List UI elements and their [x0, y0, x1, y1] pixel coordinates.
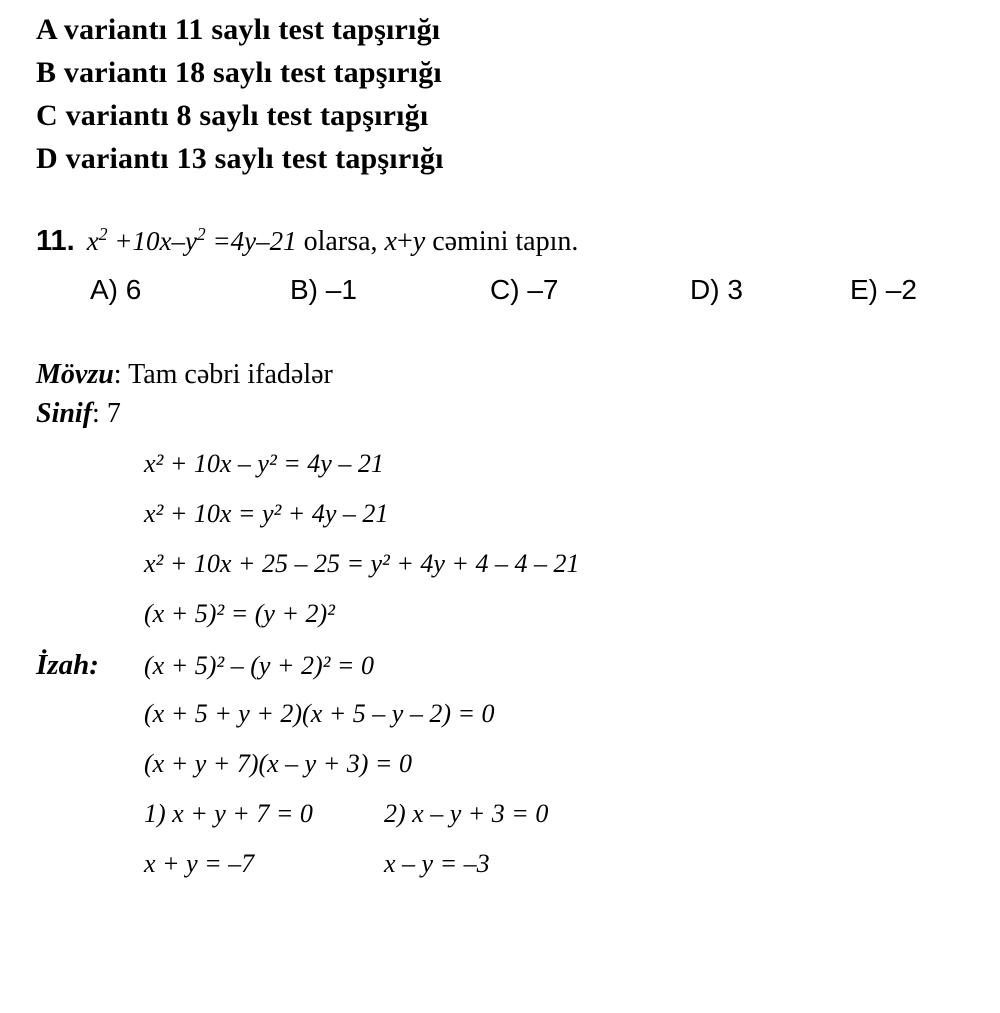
option-d[interactable]: D) 3: [690, 274, 743, 305]
question-tail: olarsa, x+y cəmini tapın.: [296, 226, 579, 257]
variant-line-c: C variantı 8 saylı test tapşırığı: [36, 99, 429, 132]
izah-label: İzah:: [36, 649, 99, 681]
solution-block: [0, 449, 1000, 899]
question-block: [0, 224, 1000, 307]
solution-line-6: [36, 699, 1000, 749]
solution-line-5: [36, 649, 1000, 699]
case-2-result: x – y = –3: [384, 849, 490, 878]
variant-list: [0, 0, 1000, 180]
meta-block: [0, 355, 1000, 433]
equation-2: x² + 10x = y² + 4y – 21: [144, 499, 389, 528]
solution-line-2: [36, 499, 1000, 549]
case-2-equation: 2) x – y + 3 = 0: [384, 799, 549, 828]
variant-line-a: A variantı 11 saylı test tapşırığı: [36, 13, 441, 46]
grade-value: 7: [106, 398, 121, 429]
equation-4: (x + 5)² = (y + 2)²: [144, 599, 335, 628]
equation-3: x² + 10x + 25 – 25 = y² + 4y + 4 – 4 – 21: [144, 549, 580, 578]
case-1-result: x + y = –7: [144, 849, 255, 878]
option-e[interactable]: E) –2: [850, 274, 917, 305]
grade-label: Sinif: [36, 398, 93, 429]
question-line: [36, 224, 1000, 259]
solution-line-7: [36, 749, 1000, 799]
variant-line-b: B variantı 18 saylı test tapşırığı: [36, 56, 442, 89]
equation-1: x² + 10x – y² = 4y – 21: [144, 449, 384, 478]
solution-results-row: [36, 849, 1000, 899]
option-a[interactable]: A) 6: [90, 274, 142, 305]
option-c[interactable]: C) –7: [490, 274, 559, 305]
solution-line-1: [36, 449, 1000, 499]
grade-row: Sinif: 7: [36, 398, 121, 429]
equation-5: (x + 5)² – (y + 2)² = 0: [144, 651, 374, 680]
answer-options: [36, 273, 1000, 307]
solution-cases-row: [36, 799, 1000, 849]
equation-6: (x + 5 + y + 2)(x + 5 – y – 2) = 0: [144, 699, 495, 728]
topic-label: Mövzu: [36, 359, 114, 390]
question-number: 11.: [36, 225, 75, 257]
topic-row: Mövzu: Tam cəbri ifadələr: [36, 359, 333, 390]
solution-line-3: [36, 549, 1000, 599]
question-expression: $x^2 +10x-y^2 =4y-21$: [86, 224, 297, 256]
variant-line-d: D variantı 13 saylı test tapşırığı: [36, 142, 444, 175]
topic-value: Tam cəbri ifadələr: [128, 359, 333, 390]
option-b[interactable]: B) –1: [290, 274, 357, 305]
case-1-equation: 1) x + y + 7 = 0: [144, 799, 313, 828]
solution-line-4: [36, 599, 1000, 649]
equation-7: (x + y + 7)(x – y + 3) = 0: [144, 749, 412, 778]
